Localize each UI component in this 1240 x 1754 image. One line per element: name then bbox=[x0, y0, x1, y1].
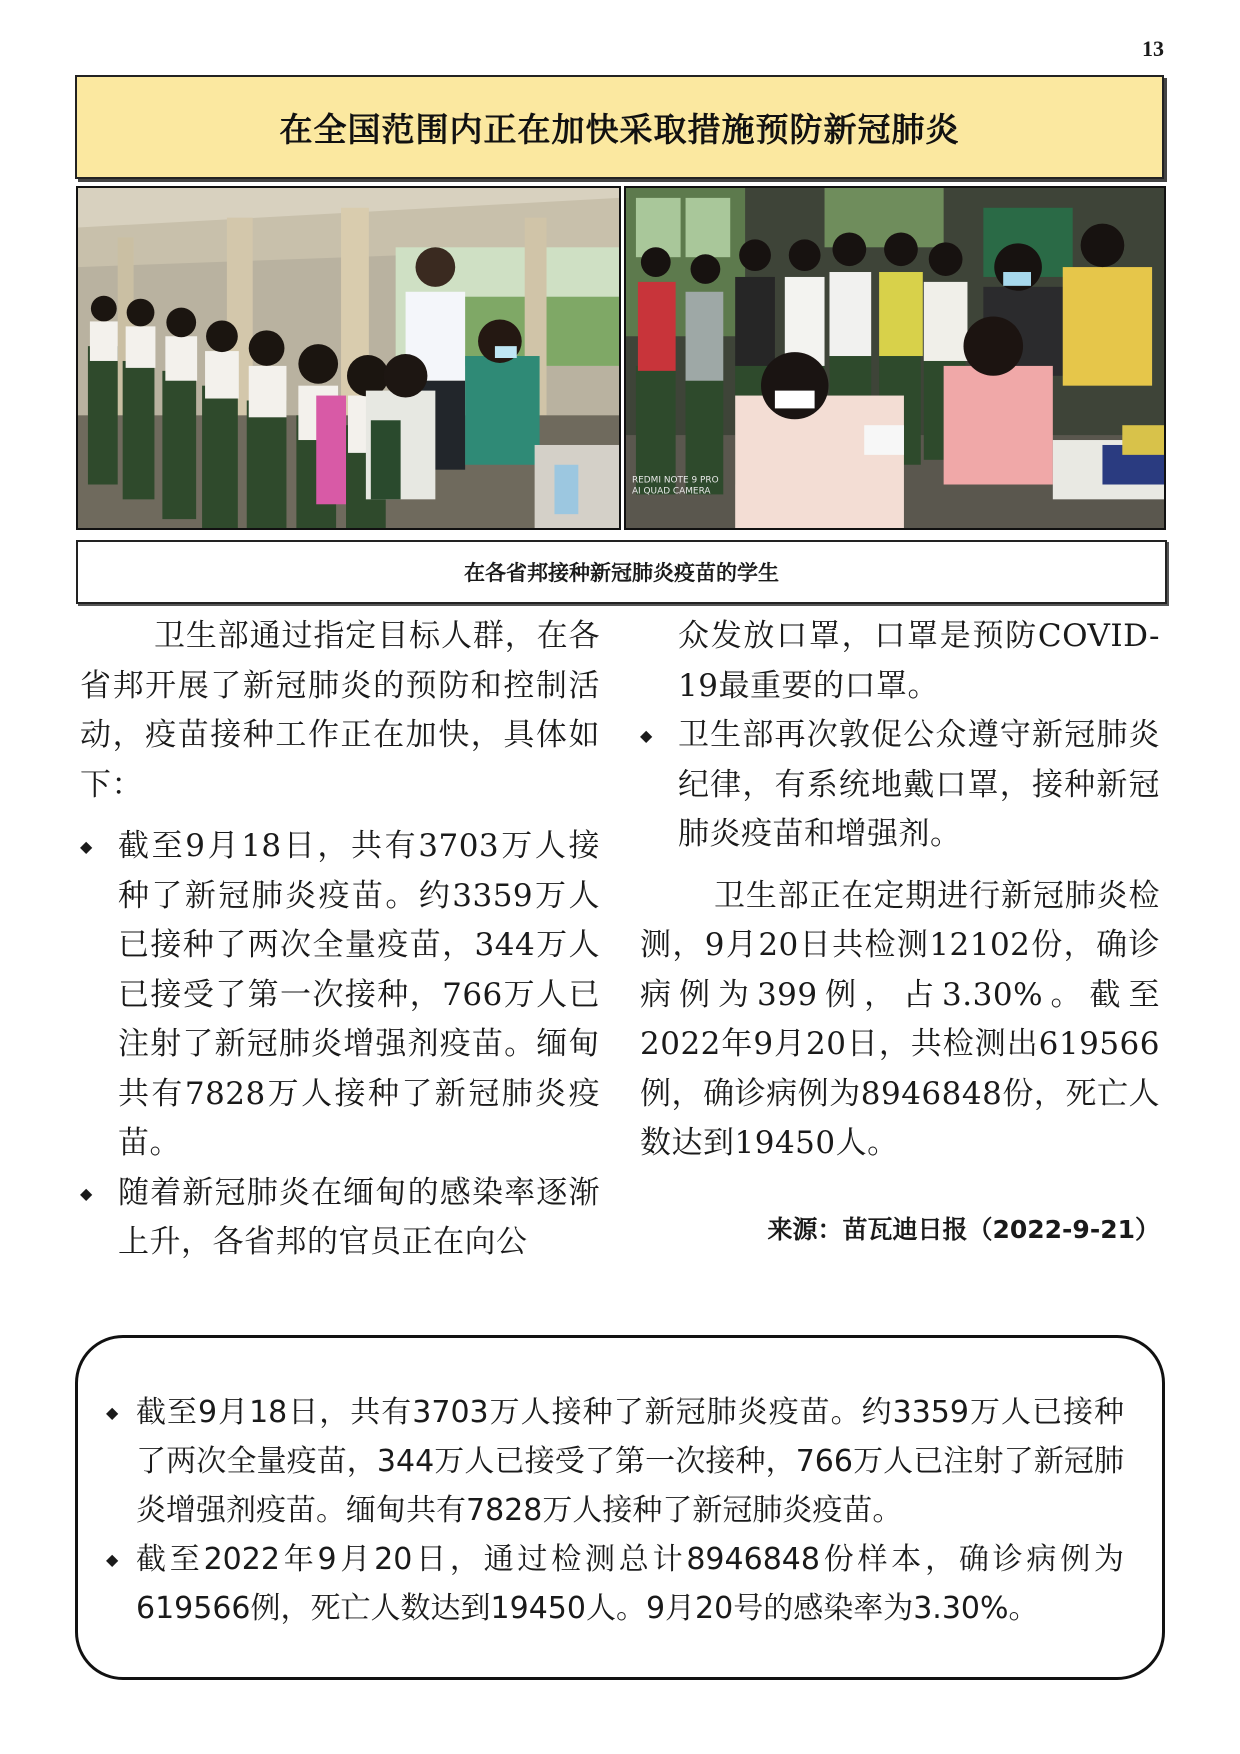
diamond-bullet-icon: ◆ bbox=[80, 837, 93, 856]
page-title: 在全国范围内正在加快采取措施预防新冠肺炎 bbox=[279, 109, 960, 149]
article-bullet-list bbox=[80, 822, 600, 1268]
article-source: 来源：苗瓦迪日报（2022-9-21） bbox=[767, 1215, 1160, 1244]
diamond-bullet-icon: ◆ bbox=[106, 1403, 119, 1422]
diamond-bullet-icon: ◆ bbox=[106, 1550, 119, 1569]
photo-caption: 在各省邦接种新冠肺炎疫苗的学生 bbox=[464, 561, 779, 585]
article-bullet-list bbox=[640, 711, 1160, 860]
article-column-left bbox=[80, 612, 600, 1268]
diamond-bullet-icon: ◆ bbox=[640, 726, 653, 745]
camera-watermark: REDMI NOTE 9 PRO AI QUAD CAMERA bbox=[631, 475, 719, 497]
summary-text-testing: 截至2022年9月20日，通过检测总计8946848份样本，确诊病例为619566例，死亡人数达到19450人。9月20号的感染率为3.30%。 bbox=[136, 1542, 1124, 1626]
list-item bbox=[106, 1388, 1124, 1535]
diamond-bullet-icon: ◆ bbox=[80, 1183, 93, 1203]
summary-text-vaccination: 截至9月18日，共有3703万人接种了新冠肺炎疫苗。约3359万人已接种了两次全量疫苗，344万人已接受了第一次接种，766万人已注射了新冠肺炎增强剂疫苗。缅甸共有7828万人接种了新冠肺炎疫苗。 bbox=[136, 1395, 1124, 1528]
bullet-text-masks-continued: 众发放口罩，口罩是预防COVID-19最重要的口罩。 bbox=[678, 618, 1160, 704]
list-item bbox=[106, 1535, 1124, 1633]
list-item bbox=[80, 822, 600, 1169]
list-item bbox=[80, 1169, 600, 1268]
page-number: 13 bbox=[1142, 36, 1164, 61]
article-column-right bbox=[640, 612, 1160, 1169]
list-item bbox=[640, 711, 1160, 860]
bullet-text-vaccination: 截至9月18日，共有3703万人接种了新冠肺炎疫苗。约3359万人已接种了两次全量疫苗，344万人已接受了第一次接种，766万人已注射了新冠肺炎增强剂疫苗。缅甸共有7828万人接种了新冠肺炎疫苗。 bbox=[118, 828, 600, 1161]
summary-list bbox=[106, 1388, 1124, 1633]
photo-students-vaccination-right bbox=[624, 186, 1166, 530]
bullet-text-masks: 随着新冠肺炎在缅甸的感染率逐渐上升，各省邦的官员正在向公 bbox=[118, 1174, 600, 1260]
bullet-text-discipline: 卫生部再次敦促公众遵守新冠肺炎纪律，有系统地戴口罩，接种新冠肺炎疫苗和增强剂。 bbox=[678, 717, 1160, 852]
summary-box bbox=[75, 1335, 1165, 1680]
photo-caption-box bbox=[76, 540, 1167, 604]
title-banner bbox=[75, 75, 1164, 179]
article-testing-paragraph: 卫生部正在定期进行新冠肺炎检测，9月20日共检测12102份，确诊病例为399例，占3.30%。截至2022年9月20日，共检测出619566例，确诊病例为8946848份，死亡人数达到19450人。 bbox=[640, 877, 1160, 1161]
article-intro: 卫生部通过指定目标人群，在各省邦开展了新冠肺炎的预防和控制活动，疫苗接种工作正在加快，具体如下： bbox=[80, 618, 600, 803]
photo-students-vaccination-left bbox=[76, 186, 621, 530]
